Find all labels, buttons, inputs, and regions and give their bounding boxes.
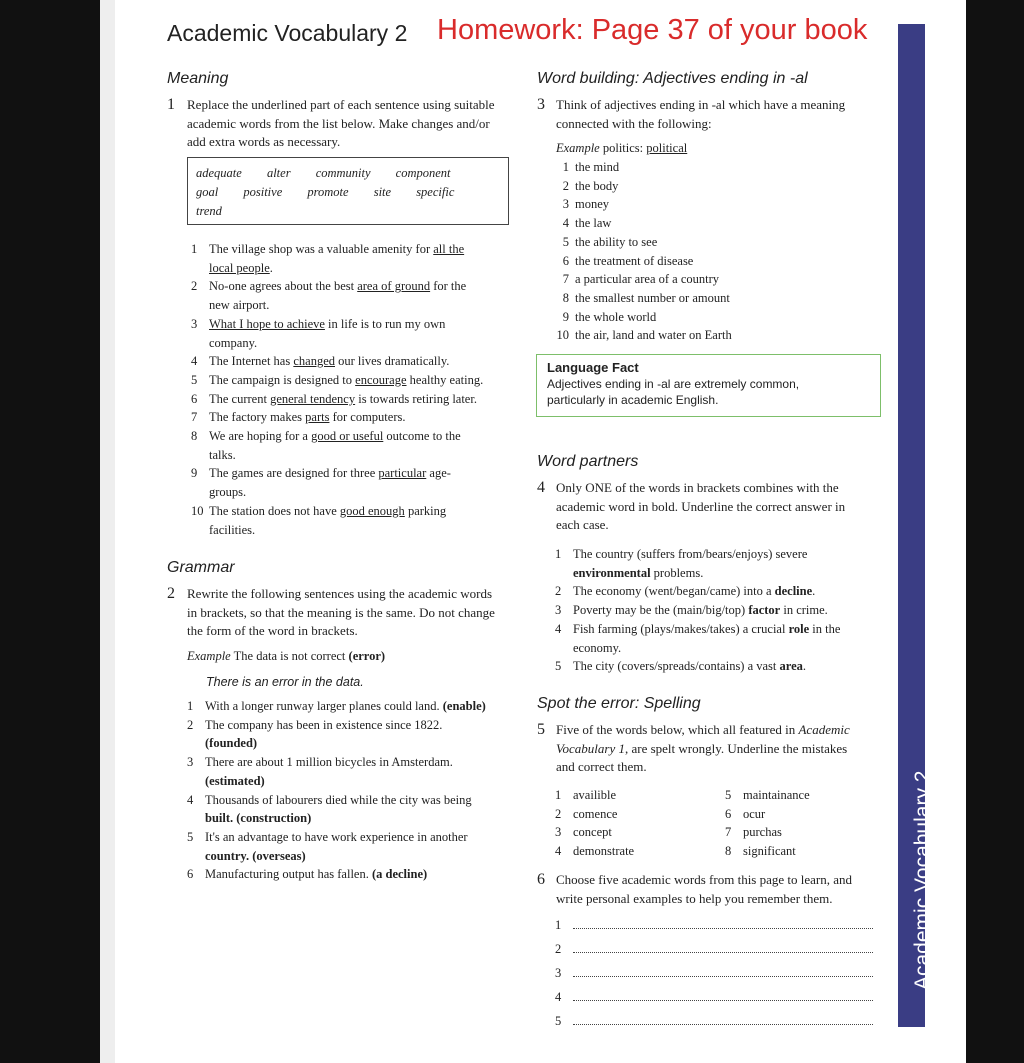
task-number: 2 <box>167 585 175 602</box>
bracket-word: (enable) <box>442 699 486 713</box>
photo-edge-right <box>966 0 1024 1063</box>
item-number: 2 <box>187 717 194 732</box>
item-continuation: built. (construction) <box>205 811 312 826</box>
item-text: is towards retiring later. <box>355 391 477 406</box>
item-text: outcome to the <box>383 429 461 444</box>
spelling-list-right <box>725 786 885 861</box>
item-text: Fish farming (plays/makes/takes) a crucial <box>573 621 789 636</box>
grammar-item <box>187 828 532 847</box>
word: adequate <box>196 166 242 180</box>
dotted-write-line[interactable] <box>573 1014 873 1025</box>
item-text: The factory makes <box>209 410 306 425</box>
answer-line[interactable] <box>555 1012 895 1036</box>
spelling-word: comence <box>573 806 618 821</box>
dotted-write-line[interactable] <box>573 918 873 929</box>
heading-rest-part: Spelling <box>639 695 701 712</box>
instruction-line: connected with the following: <box>556 115 712 131</box>
item-continuation <box>191 296 531 315</box>
item-number: 3 <box>555 603 562 618</box>
item-text: . <box>269 260 273 275</box>
answer-lines <box>555 916 895 1036</box>
item-number: 1 <box>555 918 562 932</box>
item-text: Manufacturing output has fallen. <box>205 867 369 882</box>
item-text: No-one agrees about the best <box>209 279 358 294</box>
instruction-line: Rewrite the following sentences using the academic words <box>187 586 493 601</box>
item-continuation <box>191 259 531 278</box>
grammar-item <box>187 716 532 735</box>
academic-word: role <box>788 621 810 636</box>
word-partners-heading: Word partners <box>537 453 639 470</box>
word-building-item <box>556 158 886 177</box>
item-text: The village shop was a valuable amenity for <box>209 242 434 256</box>
item-text: parking <box>404 503 447 518</box>
answer-line[interactable] <box>555 988 895 1012</box>
item-text: in crime. <box>780 603 828 618</box>
spelling-item <box>725 786 885 805</box>
item-number: 4 <box>555 844 562 859</box>
item-text: The station does not have <box>209 503 340 518</box>
spelling-item <box>725 823 885 842</box>
spelling-list-left <box>555 786 725 861</box>
item-continuation: country. (overseas) <box>205 848 306 863</box>
item-number: 2 <box>555 806 562 821</box>
instruction-line: Replace the underlined part of each sentence using suitable <box>187 97 495 112</box>
item-number: 5 <box>555 659 562 674</box>
item-number: 3 <box>191 316 198 331</box>
item-number: 1 <box>191 242 198 256</box>
item-number: 6 <box>187 867 194 882</box>
answer-line[interactable] <box>555 916 895 940</box>
word: site <box>373 185 392 199</box>
underlined-phrase: What I hope to achieve <box>209 316 325 331</box>
item-number: 5 <box>562 234 569 249</box>
grammar-item <box>187 865 532 884</box>
spelling-word: demonstrate <box>573 844 635 859</box>
word-building-item <box>556 270 886 289</box>
item-text: The economy (went/began/came) into a <box>573 584 775 599</box>
word: community <box>315 166 371 180</box>
word-partners-item <box>555 601 890 620</box>
meaning-item <box>191 408 531 427</box>
word: goal <box>196 185 219 199</box>
bracket-word: (a decline) <box>371 867 428 882</box>
book-page <box>115 0 966 1063</box>
example-answer: There is an error in the data. <box>206 675 364 689</box>
item-text: the treatment of disease <box>575 253 694 268</box>
item-text: The company has been in existence since 1822. <box>205 717 443 732</box>
page-title: Academic Vocabulary 2 <box>167 20 408 46</box>
underlined-phrase: area of ground <box>357 279 431 294</box>
spelling-item <box>555 842 725 861</box>
academic-word: environmental <box>573 565 651 580</box>
task-number: 6 <box>537 871 545 888</box>
item-text: the smallest number or amount <box>575 290 730 305</box>
dotted-write-line[interactable] <box>573 966 873 977</box>
task-number: 3 <box>537 96 545 113</box>
sidebar-label: Academic Vocabulary 2 <box>911 770 934 990</box>
item-number: 9 <box>562 309 569 324</box>
homework-note: Homework: Page 37 of your book <box>437 14 868 46</box>
item-continuation <box>555 564 890 583</box>
meaning-item <box>191 352 531 371</box>
item-text: our lives dramatically. <box>335 354 450 369</box>
item-number: 5 <box>187 829 194 844</box>
word-building-item <box>556 289 886 308</box>
language-fact-line: particularly in academic English. <box>547 393 719 407</box>
grammar-item <box>187 753 532 772</box>
word-partners-item <box>555 582 890 601</box>
dotted-write-line[interactable] <box>573 990 873 1001</box>
instruction-line: in brackets, so that the meaning is the same. Do not change <box>187 604 495 620</box>
item-text: talks. <box>209 447 236 462</box>
item-text: the law <box>575 216 612 231</box>
item-number: 10 <box>556 328 569 343</box>
item-number: 5 <box>555 1014 562 1028</box>
heading-bold-part: Word building: <box>537 70 640 87</box>
item-text: in the <box>809 621 841 636</box>
example-label: Example <box>187 649 231 663</box>
instruction-line: write personal examples to help you remember them. <box>556 890 833 906</box>
instruction-line: Choose five academic words from this page to learn, and <box>556 872 853 887</box>
item-text: the whole world <box>575 309 657 324</box>
language-fact-box <box>536 354 881 417</box>
photo-edge-left <box>0 0 100 1063</box>
word: trend <box>196 204 222 218</box>
meaning-heading: Meaning <box>167 70 229 87</box>
meaning-item <box>191 390 531 409</box>
instruction-line: Only ONE of the words in brackets combines with the <box>556 480 839 495</box>
spot-error-heading <box>537 695 701 713</box>
item-text: The games are designed for three <box>209 466 379 481</box>
underlined-phrase: all the <box>433 242 465 256</box>
meaning-item <box>191 427 531 446</box>
spelling-item <box>555 786 725 805</box>
task-number: 4 <box>537 479 545 496</box>
item-number: 1 <box>555 547 562 561</box>
word-building-item <box>556 233 886 252</box>
underlined-phrase: general tendency <box>270 391 356 406</box>
word-building-heading <box>537 70 808 88</box>
item-text: The Internet has <box>209 354 294 369</box>
item-text: for the <box>430 279 467 294</box>
spelling-word: significant <box>743 844 796 859</box>
item-text: company. <box>209 335 258 350</box>
item-text: The country (suffers from/bears/enjoys) severe <box>573 547 808 561</box>
example-text: politics: <box>602 141 647 155</box>
item-text: new airport. <box>209 298 270 313</box>
task-number: 1 <box>167 96 175 113</box>
word: alter <box>266 166 291 180</box>
meaning-item <box>191 502 531 521</box>
meaning-item <box>191 371 531 390</box>
academic-word: decline <box>774 584 813 599</box>
spelling-word: availible <box>573 788 617 802</box>
underlined-phrase: encourage <box>355 372 407 387</box>
item-text: The city (covers/spreads/contains) a vast <box>573 659 780 674</box>
item-text: There are about 1 million bicycles in Amsterdam. <box>205 755 453 770</box>
underlined-phrase: parts <box>305 410 330 425</box>
instruction-line: each case. <box>556 517 609 533</box>
word-box-row <box>196 164 500 183</box>
item-text: It's an advantage to have work experience in another <box>205 829 468 844</box>
item-number: 2 <box>191 279 198 294</box>
word-building-item <box>556 308 886 327</box>
item-number: 8 <box>725 844 732 859</box>
item-number: 7 <box>191 410 198 425</box>
item-text: problems. <box>650 565 704 580</box>
word-box-row <box>196 183 500 202</box>
dotted-write-line[interactable] <box>573 942 873 953</box>
language-fact-title: Language Fact <box>547 360 639 375</box>
item-number: 2 <box>555 942 562 956</box>
item-text: healthy eating. <box>406 372 484 387</box>
instruction-line: Vocabulary 1, are spelt wrongly. Underline the mistakes <box>556 740 848 756</box>
item-number: 5 <box>191 372 198 387</box>
grammar-example <box>187 647 385 666</box>
spelling-word: concept <box>573 825 612 840</box>
word-building-instruction <box>556 96 886 133</box>
item-number: 10 <box>191 503 204 518</box>
item-text: The current <box>209 391 271 406</box>
item-text: the air, land and water on Earth <box>575 328 732 343</box>
underlined-phrase: good or useful <box>311 429 384 444</box>
item-number: 7 <box>725 825 732 840</box>
word-building-item <box>556 252 886 271</box>
task-number: 5 <box>537 721 545 738</box>
item-text: the body <box>575 178 619 193</box>
instruction-line: the form of the word in brackets. <box>187 623 358 639</box>
item-number: 4 <box>562 216 569 231</box>
instruction-line: and correct them. <box>556 759 647 775</box>
word-partners-instruction <box>556 479 886 535</box>
spelling-word: purchas <box>743 825 782 840</box>
item-number: 4 <box>555 990 562 1004</box>
word-partners-item <box>555 657 890 676</box>
instruction-line: Think of adjectives ending in -al which have a meaning <box>556 97 846 112</box>
item-text: the ability to see <box>575 234 658 249</box>
grammar-heading: Grammar <box>167 559 235 576</box>
word-box-row <box>196 202 500 221</box>
item-text: With a longer runway larger planes could land. <box>205 699 440 713</box>
item-number: 3 <box>555 825 562 840</box>
item-text: Poverty may be the (main/big/top) <box>573 603 749 618</box>
item-number: 6 <box>562 253 569 268</box>
item-text: economy. <box>573 640 622 655</box>
word-partners-list <box>555 545 890 676</box>
academic-word: factor <box>748 603 781 618</box>
underlined-phrase: good enough <box>339 503 405 518</box>
spelling-item <box>725 842 885 861</box>
item-text: . <box>812 584 816 599</box>
spelling-word: maintainance <box>743 788 810 802</box>
word-building-item <box>556 214 886 233</box>
word-building-item <box>556 326 886 345</box>
grammar-item <box>187 697 532 716</box>
spelling-item <box>725 805 885 824</box>
item-text: Thousands of labourers died while the city was being <box>205 792 472 807</box>
grammar-list <box>187 697 532 884</box>
item-text: a particular area of a country <box>575 272 720 287</box>
item-number: 1 <box>187 699 194 713</box>
item-text: for computers. <box>329 410 406 425</box>
grammar-instruction <box>187 585 532 641</box>
photo-edge-page-margin <box>100 0 115 1063</box>
underlined-phrase: changed <box>293 354 335 369</box>
item-continuation <box>191 483 531 502</box>
item-text: facilities. <box>209 522 256 537</box>
item-text: . <box>802 659 807 674</box>
item-number: 8 <box>562 290 569 305</box>
word-building-item <box>556 195 886 214</box>
spot-error-instruction <box>556 721 886 777</box>
item-number: 3 <box>187 755 194 770</box>
answer-line[interactable] <box>555 940 895 964</box>
item-number: 4 <box>187 792 194 807</box>
item-continuation <box>191 521 531 540</box>
item-text: in life is to run my own <box>324 316 446 331</box>
spelling-item <box>555 805 725 824</box>
meaning-item <box>191 240 531 259</box>
language-fact-line: Adjectives ending in -al are extremely common, <box>547 377 800 391</box>
heading-rest-part: Adjectives ending in -al <box>639 70 808 87</box>
word: component <box>395 166 451 180</box>
example-label: Example <box>556 141 600 155</box>
word-building-example <box>556 139 687 158</box>
item-number: 4 <box>191 354 198 369</box>
word-partners-item <box>555 545 890 564</box>
word: promote <box>307 185 349 199</box>
item-number: 1 <box>555 788 562 802</box>
spelling-item <box>555 823 725 842</box>
instruction-line: academic words from the list below. Make changes and/or <box>187 115 490 131</box>
item-number: 2 <box>562 178 569 193</box>
item-continuation: (founded) <box>205 736 258 751</box>
example-word: (error) <box>348 649 386 663</box>
item-continuation: (estimated) <box>205 773 265 788</box>
instruction-line: add extra words as necessary. <box>187 134 341 150</box>
spelling-word: ocur <box>743 806 766 821</box>
word: positive <box>243 185 283 199</box>
instruction-line: Five of the words below, which all featured in Academic <box>556 722 850 737</box>
item-number: 1 <box>562 160 569 174</box>
grammar-item <box>187 791 532 810</box>
item-number: 5 <box>725 788 732 802</box>
meaning-item <box>191 315 531 334</box>
item-text: the mind <box>575 160 620 174</box>
heading-bold-part: Spot the error: <box>537 695 640 712</box>
word-partners-item <box>555 620 890 639</box>
item-continuation <box>191 446 531 465</box>
instruction-line: academic word in bold. Underline the correct answer in <box>556 498 846 514</box>
example-answer: political <box>646 141 688 155</box>
academic-word: area <box>779 659 803 674</box>
item-text: age- <box>426 466 451 481</box>
meaning-item <box>191 464 531 483</box>
item-number: 6 <box>725 806 732 821</box>
meaning-item <box>191 277 531 296</box>
word-building-item <box>556 177 886 196</box>
item-text: The campaign is designed to <box>209 372 356 387</box>
meaning-instruction <box>187 96 527 152</box>
item-continuation <box>191 334 531 353</box>
answer-line[interactable] <box>555 964 895 988</box>
word-box <box>187 157 509 225</box>
item-number: 7 <box>562 272 569 287</box>
example-text: The data is not correct <box>233 649 346 663</box>
item-number: 9 <box>191 466 198 481</box>
item-number: 4 <box>555 621 562 636</box>
choose-instruction <box>556 871 886 908</box>
item-text: groups. <box>209 485 247 500</box>
item-number: 3 <box>562 197 569 212</box>
item-number: 8 <box>191 429 198 444</box>
meaning-list <box>191 240 531 539</box>
underlined-phrase: particular <box>378 466 427 481</box>
underlined-phrase: local people <box>209 260 270 275</box>
item-number: 3 <box>555 966 562 980</box>
item-text: money <box>575 197 610 212</box>
item-number: 2 <box>555 584 562 599</box>
word-building-list <box>556 158 886 345</box>
item-continuation <box>555 639 890 658</box>
word: specific <box>416 185 455 199</box>
item-text: We are hoping for a <box>209 429 312 444</box>
item-number: 6 <box>191 391 198 406</box>
